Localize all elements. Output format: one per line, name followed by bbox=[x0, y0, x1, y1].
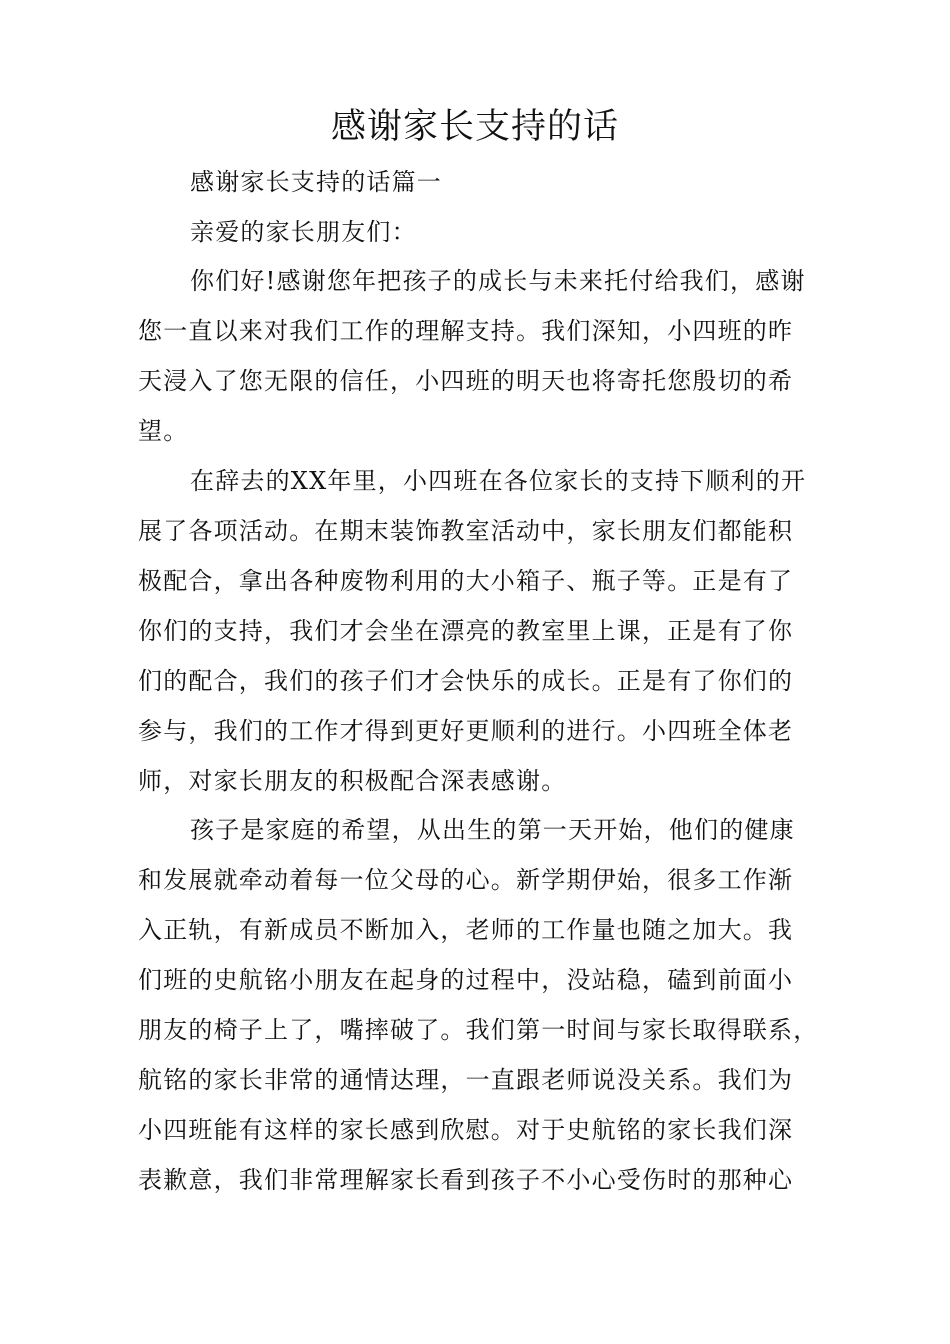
paragraph-line: 们的配合，我们的孩子们才会快乐的成长。正是有了你们的 bbox=[138, 667, 794, 695]
paragraph-line: 极配合，拿出各种废物利用的大小箱子、瓶子等。正是有了 bbox=[138, 567, 794, 595]
paragraph-line: 航铭的家长非常的通情达理，一直跟老师说没关系。我们为 bbox=[138, 1066, 794, 1094]
paragraph-line: 表歉意，我们非常理解家长看到孩子不小心受伤时的那种心 bbox=[138, 1166, 794, 1194]
paragraph-line: 朋友的椅子上了，嘴摔破了。我们第一时间与家长取得联系， bbox=[138, 1016, 819, 1044]
paragraph-line: 您一直以来对我们工作的理解支持。我们深知，小四班的昨 bbox=[138, 317, 794, 345]
paragraph-line: 望。 bbox=[138, 417, 189, 445]
paragraph-line: 天浸入了您无限的信任，小四班的明天也将寄托您殷切的希 bbox=[138, 367, 794, 395]
paragraph-line: 展了各项活动。在期末装饰教室活动中，家长朋友们都能积 bbox=[138, 517, 794, 545]
paragraph-line: 孩子是家庭的希望，从出生的第一天开始，他们的健康 bbox=[190, 816, 795, 844]
paragraph-line: 入正轨，有新成员不断加入，老师的工作量也随之加大。我 bbox=[138, 916, 794, 944]
salutation: 亲爱的家长朋友们： bbox=[190, 218, 417, 246]
paragraph-line: 和发展就牵动着每一位父母的心。新学期伊始，很多工作渐 bbox=[138, 866, 794, 894]
section-heading: 感谢家长支持的话篇一 bbox=[190, 168, 442, 196]
paragraph-line: 在辞去的XX年里，小四班在各位家长的支持下顺利的开 bbox=[190, 467, 807, 495]
paragraph-line: 你们的支持，我们才会坐在漂亮的教室里上课，正是有了你 bbox=[138, 617, 794, 645]
document-title: 感谢家长支持的话 bbox=[330, 107, 619, 147]
paragraph-line: 你们好!感谢您年把孩子的成长与未来托付给我们，感谢 bbox=[190, 267, 806, 295]
paragraph-line: 师，对家长朋友的积极配合深表感谢。 bbox=[138, 767, 567, 795]
paragraph-line: 们班的史航铭小朋友在起身的过程中，没站稳，磕到前面小 bbox=[138, 966, 794, 994]
paragraph-line: 小四班能有这样的家长感到欣慰。对于史航铭的家长我们深 bbox=[138, 1116, 794, 1144]
paragraph-line: 参与，我们的工作才得到更好更顺利的进行。小四班全体老 bbox=[138, 717, 794, 745]
